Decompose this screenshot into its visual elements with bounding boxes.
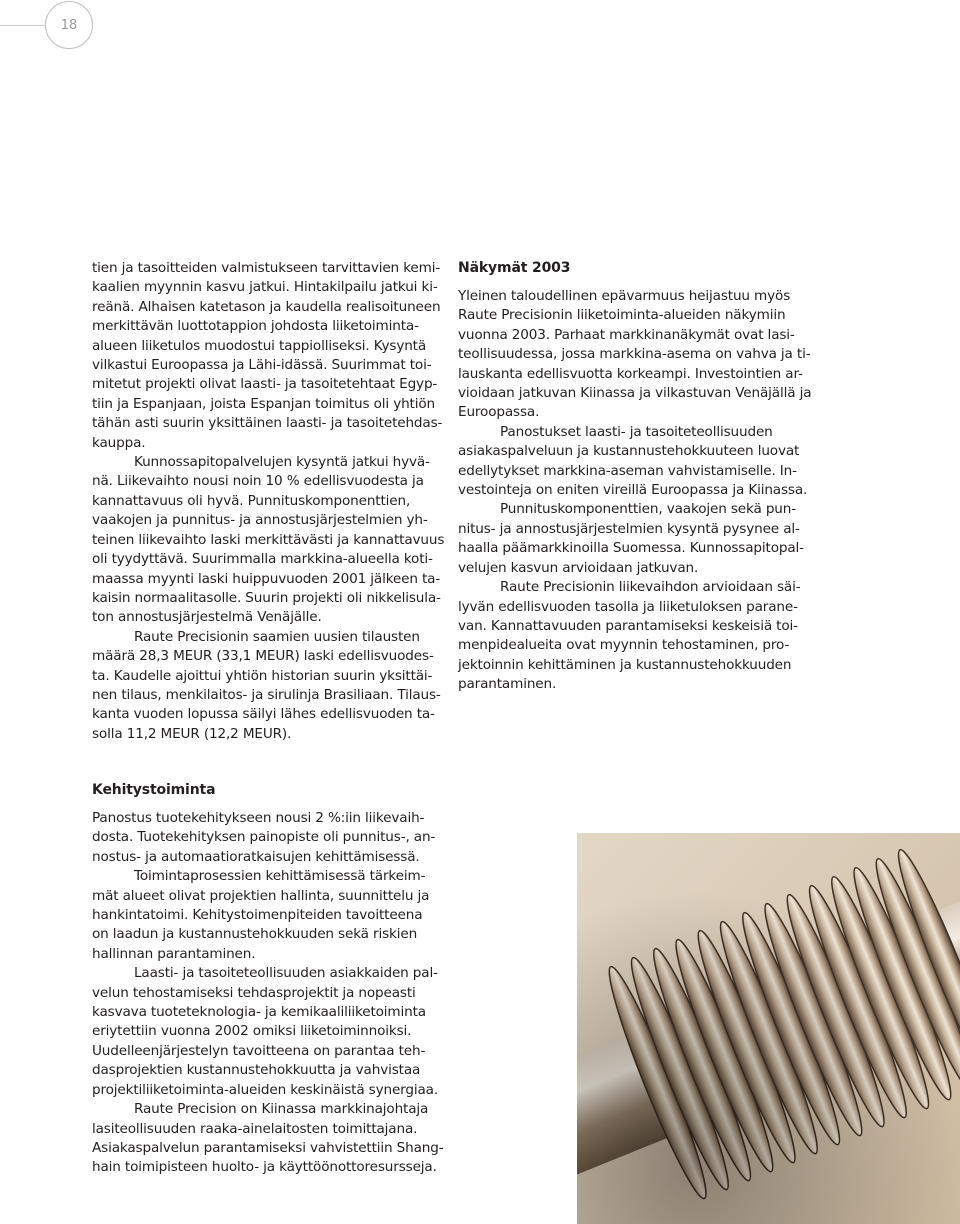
outlook-heading: Näkymät 2003 [458, 260, 571, 276]
text-line: Panostus tuotekehitykseen nousi 2 %:iin liikevaih- [92, 810, 425, 826]
text-line: reänä. Alhaisen katetason ja kaudella realisoituneen [92, 298, 441, 315]
text-line: hankintatoimi. Kehitystoimenpiteiden tavoitteena [92, 907, 423, 924]
right_column-paragraph [458, 578, 811, 694]
text-line: solla 11,2 MEUR (12,2 MEUR). [92, 725, 292, 742]
text-line: Toimintaprosessien kehittämisessä tärkeim- [134, 868, 426, 885]
text-line: Kunnossapitopalvelujen kysyntä jatkui hyvä- [134, 454, 430, 471]
text-line: dosta. Tuotekehityksen painopiste oli punnitus-, an- [92, 829, 436, 846]
text-line: vestointeja on eniten vireillä Euroopassa ja Kiinassa. [458, 482, 808, 499]
text-line: velujen kasvun arvioidaan jatkuvan. [458, 559, 699, 576]
text-line: kasvava tuoteteknologia- ja kemikaaliliiketoiminta [92, 1004, 426, 1021]
text-line: parantaminen. [458, 676, 557, 693]
text-line: nen tilaus, menkilaitos- ja sirulinja Brasiliaan. Tilaus- [92, 686, 441, 703]
text-line: kanta vuoden lopussa säilyi lähes edellisvuoden ta- [92, 706, 435, 723]
right_column-paragraph [458, 287, 811, 423]
text-line: tähän asti suurin yksittäinen laasti- ja tasoitetehdas- [92, 415, 443, 432]
bottom_column-paragraph [92, 1100, 444, 1178]
text-line: asiakaspalveluun ja kustannustehokkuuteen luovat [458, 443, 800, 460]
left_column-paragraph [92, 628, 444, 744]
text-line: vilkastui Euroopassa ja Lähi-idässä. Suurimmat toi- [92, 357, 432, 374]
text-line: kaisin normaalitasolle. Suurin projekti oli nikkelisula- [92, 589, 441, 606]
bottom_column-paragraph [92, 964, 444, 1100]
text-line: eriytettiin vuonna 2002 omiksi liiketoiminnoiksi. [92, 1023, 412, 1040]
bellows-photo [577, 833, 960, 1224]
text-line: kaalien myynnin kasvu jatkui. Hintakilpailu jatkui ki- [92, 279, 438, 296]
text-line: Raute Precisionin liiketoiminta-alueiden näkymiin [458, 307, 786, 324]
text-line: Yleinen taloudellinen epävarmuus heijastuu myös [458, 288, 791, 304]
text-line: tiin ja Espanjaan, joista Espanjan toimitus oli yhtiön [92, 395, 435, 412]
text-line: lyvän edellisvuoden tasolla ja liiketuloksen parane- [458, 598, 798, 615]
text-line: ton annostusjärjestelmä Venäjälle. [92, 609, 322, 626]
text-line: lasiteollisuuden raaka-ainelaitosten toimittajana. [92, 1120, 418, 1137]
text-line: jektoinnin kehittäminen ja kustannustehokkuuden [458, 656, 792, 673]
right_column-paragraph [458, 423, 811, 501]
text-line: nitus- ja annostusjärjestelmien kysyntä pysynee al- [458, 520, 800, 537]
text-line: van. Kannattavuuden parantamiseksi keskeisiä toi- [458, 617, 798, 634]
text-line: dasprojektien kustannustehokkuutta ja vahvistaa [92, 1062, 421, 1079]
right_column-paragraph [458, 500, 811, 578]
text-line: velun tehostamiseksi tehdasprojektit ja nopeasti [92, 984, 416, 1001]
text-line: nostus- ja automaatioratkaisujen kehittämisessä. [92, 848, 420, 865]
text-line: hain toimipisteen huolto- ja käyttöönottoresursseja. [92, 1159, 437, 1176]
bottom-text-column [92, 781, 444, 1178]
text-line: ta. Kaudelle ajoittui yhtiön historian suurin yksittäi- [92, 667, 433, 684]
development-heading: Kehitystoiminta [92, 782, 216, 798]
text-line: Euroopassa. [458, 404, 540, 421]
text-line: hallinnan parantaminen. [92, 945, 256, 962]
text-line: Raute Precisionin liikevaihdon arvioidaan säi- [500, 579, 801, 596]
text-line: haalla päämarkkinoilla Suomessa. Kunnossapitopal- [458, 540, 804, 557]
text-line: mät alueet olivat projektien hallinta, suunnittelu ja [92, 887, 430, 904]
left_column-paragraph [92, 259, 444, 453]
text-line: nä. Liikevaihto nousi noin 10 % edellisvuodesta ja [92, 473, 424, 490]
text-line: edellytykset markkina-aseman vahvistamiselle. In- [458, 462, 797, 479]
page-number-badge [45, 1, 93, 49]
text-line: kannattavuus oli hyvä. Punnituskomponenttien, [92, 492, 411, 509]
header-rule [0, 25, 46, 26]
text-line: projektiliiketoiminta-alueiden keskinäistä synergiaa. [92, 1081, 439, 1098]
text-line: vuonna 2003. Parhaat markkinanäkymät ovat lasi- [458, 326, 795, 343]
text-line: on laadun ja kustannustehokkuuden sekä riskien [92, 926, 418, 943]
text-line: teinen liikevaihto laski merkittävästi ja kannattavuus [92, 531, 445, 548]
text-line: vioidaan jatkuvan Kiinassa ja vilkastuvan Venäjällä ja [458, 385, 812, 402]
text-line: merkittävän luottotappion johdosta liiketoiminta- [92, 318, 419, 335]
bellows-illustration [577, 833, 960, 1224]
text-line: menpidealueita ovat myynnin tehostaminen, pro- [458, 637, 790, 654]
text-line: mitetut projekti olivat laasti- ja tasoitetehtaat Egyp- [92, 376, 438, 393]
left-text-column [92, 259, 444, 744]
text-line: teollisuudessa, jossa markkina-asema on vahva ja ti- [458, 346, 811, 363]
right-text-column [458, 259, 811, 695]
text-line: lauskanta edellisvuotta korkeampi. Investointien ar- [458, 365, 803, 382]
bottom_column-paragraph [92, 809, 444, 867]
text-line: Asiakaspalvelun parantamiseksi vahvistettiin Shang- [92, 1139, 444, 1156]
text-line: vaakojen ja punnitus- ja annostusjärjestelmien yh- [92, 512, 428, 529]
text-line: oli tyydyttävä. Suurimmalla markkina-alueella koti- [92, 551, 433, 568]
text-line: määrä 28,3 MEUR (33,1 MEUR) laski edellisvuodes- [92, 648, 434, 665]
page-number: 18 [60, 17, 78, 33]
text-line: alueen liiketulos muodostui tappiolliseksi. Kysyntä [92, 337, 427, 354]
text-line: Raute Precisionin saamien uusien tilausten [134, 628, 420, 645]
text-line: kauppa. [92, 434, 146, 451]
text-line: maassa myynti laski huippuvuoden 2001 jälkeen ta- [92, 570, 441, 587]
left_column-paragraph [92, 453, 444, 628]
text-line: tien ja tasoitteiden valmistukseen tarvittavien kemi- [92, 260, 441, 276]
text-line: Panostukset laasti- ja tasoiteteollisuuden [500, 423, 773, 440]
text-line: Laasti- ja tasoiteteollisuuden asiakkaiden pal- [134, 965, 438, 982]
bottom_column-paragraph [92, 867, 444, 964]
text-line: Punnituskomponenttien, vaakojen sekä pun- [500, 501, 796, 518]
text-line: Uudelleenjärjestelyn tavoitteena on parantaa teh- [92, 1042, 426, 1059]
text-line: Raute Precision on Kiinassa markkinajohtaja [134, 1101, 429, 1118]
